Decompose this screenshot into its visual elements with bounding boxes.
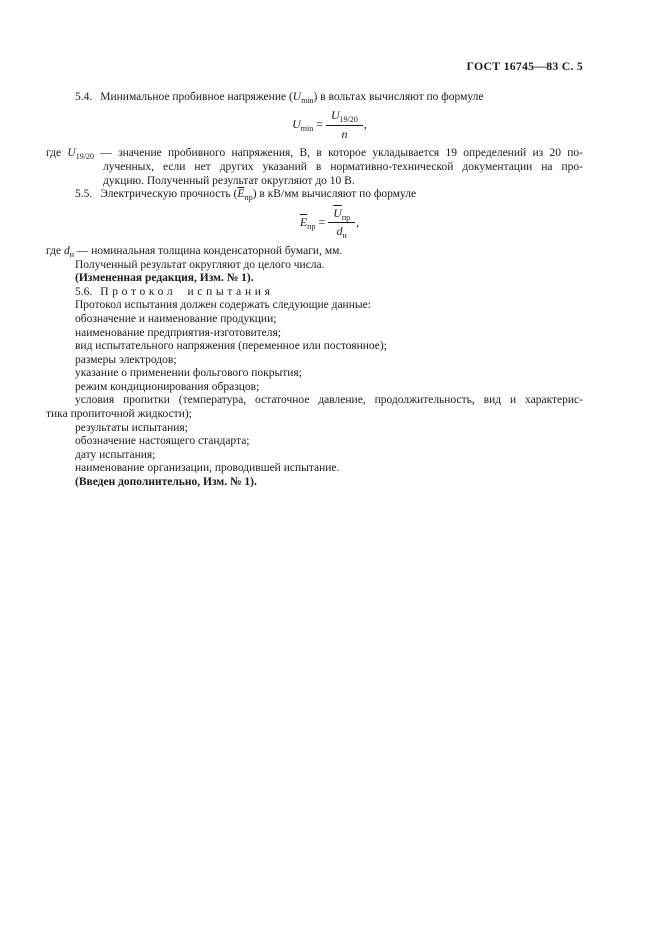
var-upr-sub: пр xyxy=(341,212,351,222)
protocol-item xyxy=(46,462,583,476)
clause-5-4-text-before: Минимальное пробивное напряжение ( xyxy=(100,90,293,103)
protocol-item-line: вид испытательного напряжения (переменное или постоянное); xyxy=(75,340,387,353)
clause-5-4 xyxy=(46,91,583,105)
protocol-item-line: указание о применении фольгового покрытия; xyxy=(75,367,302,380)
where-u1920-line1 xyxy=(46,147,583,161)
formula-umin xyxy=(46,109,583,141)
clause-5-6-heading-text: Протокол испытания xyxy=(100,285,274,298)
protocol-item-line: обозначение и наименование продукции; xyxy=(75,312,277,325)
fraction-denominator xyxy=(328,223,355,239)
equals-sign: = xyxy=(318,214,326,229)
var-dn: d xyxy=(63,244,70,257)
clause-5-5-text-after: ) в кВ/мм вычисляют по формуле xyxy=(252,188,417,201)
var-umin: U xyxy=(292,90,302,103)
var-u1920-sub: 19/20 xyxy=(75,152,94,162)
protocol-item xyxy=(46,381,583,395)
protocol-item-line: дату испытания; xyxy=(75,448,156,461)
result-rounding-note: Полученный результат округляют до целого числа. xyxy=(75,258,325,271)
equals-sign: = xyxy=(316,117,323,132)
protocol-item-line: тика пропиточной жидкости); xyxy=(46,408,192,421)
protocol-items-list xyxy=(46,313,583,476)
where-dn-definition: — номинальная толщина конденсаторной бумаги, мм. xyxy=(74,244,343,257)
where-u1920-definition: — значение пробивного напряжения, В, в которое укладывается 19 определений из 20 по- xyxy=(93,147,583,160)
formula-epr-lhs: $\overline{E}$ xyxy=(299,214,308,229)
where-lead: где xyxy=(46,147,68,160)
var-epr: $\overline{E}$ xyxy=(237,188,245,201)
var-d-sub: н xyxy=(342,231,347,241)
var-upr: $\overline{U}$ xyxy=(333,205,342,220)
protocol-item xyxy=(46,367,583,381)
protocol-intro: Протокол испытания должен содержать следующие данные: xyxy=(75,299,371,312)
formula-umin-lhs: U xyxy=(292,117,301,132)
protocol-item-line: режим кондиционирования образцов; xyxy=(75,380,260,393)
protocol-item xyxy=(46,422,583,436)
protocol-item-line: условия пропитки (температура, остаточное давление, продолжительность, вид и характерис- xyxy=(75,394,583,407)
protocol-item-line: результаты испытания; xyxy=(75,421,188,434)
fraction-numerator xyxy=(326,109,363,126)
protocol-item-line: наименование предприятия-изготовителя; xyxy=(75,326,282,339)
protocol-item xyxy=(46,340,583,354)
var-dn-sub: н xyxy=(69,249,75,259)
amendment-note-5-5: (Измененная редакция, Изм. № 1). xyxy=(75,272,254,285)
fraction-numerator xyxy=(328,207,355,224)
var-u: U xyxy=(331,108,340,123)
added-note-5-6: (Введен дополнительно, Изм. № 1). xyxy=(75,476,257,489)
page-header-standard-number: ГОСТ 16745—83 С. 5 xyxy=(466,59,583,73)
formula-umin-lhs-sub: min xyxy=(300,124,314,134)
protocol-item-line: размеры электродов; xyxy=(75,353,177,366)
protocol-item-line: обозначение настоящего стандарта; xyxy=(75,435,250,448)
formula-epr-lhs-sub: пр xyxy=(307,221,316,231)
protocol-item-line: наименование организации, проводившей испытание. xyxy=(75,462,340,475)
clause-5-4-text-after: ) в вольтах вычисляют по формуле xyxy=(313,90,484,103)
protocol-item xyxy=(46,327,583,341)
protocol-item xyxy=(46,394,583,421)
protocol-item xyxy=(46,449,583,463)
var-epr-sub: пр xyxy=(244,193,253,203)
fraction-upr-over-dn xyxy=(328,207,355,239)
where-lead: где xyxy=(46,244,64,257)
where-u1920-line3: дукцию. Полученный результат округляют до 10 В. xyxy=(103,174,355,187)
clause-5-5 xyxy=(46,188,583,202)
clause-5-5-text-before: Электрическую прочность ( xyxy=(100,188,238,201)
protocol-item xyxy=(46,435,583,449)
var-u1920: U xyxy=(67,147,76,160)
clause-5-4-number: 5.4. xyxy=(75,90,93,103)
where-dn-line xyxy=(46,245,583,259)
clause-5-5-number: 5.5. xyxy=(75,188,93,201)
formula-comma: , xyxy=(363,117,367,132)
fraction-u1920-over-n xyxy=(326,109,363,141)
var-umin-sub: min xyxy=(301,95,314,105)
protocol-item xyxy=(46,354,583,368)
var-d: d xyxy=(336,224,343,239)
protocol-item xyxy=(46,313,583,327)
clause-5-6-heading xyxy=(46,286,583,300)
clause-5-6-number: 5.6. xyxy=(75,285,93,298)
where-u1920-paragraph xyxy=(46,147,583,188)
formula-epr xyxy=(46,207,583,239)
var-u-sub: 19/20 xyxy=(339,115,358,125)
where-u1920-line2: лученных, если нет других указаний в нормативно-технической документации на про- xyxy=(103,160,583,173)
formula-comma: , xyxy=(356,214,360,229)
fraction-denominator: n xyxy=(341,126,348,141)
